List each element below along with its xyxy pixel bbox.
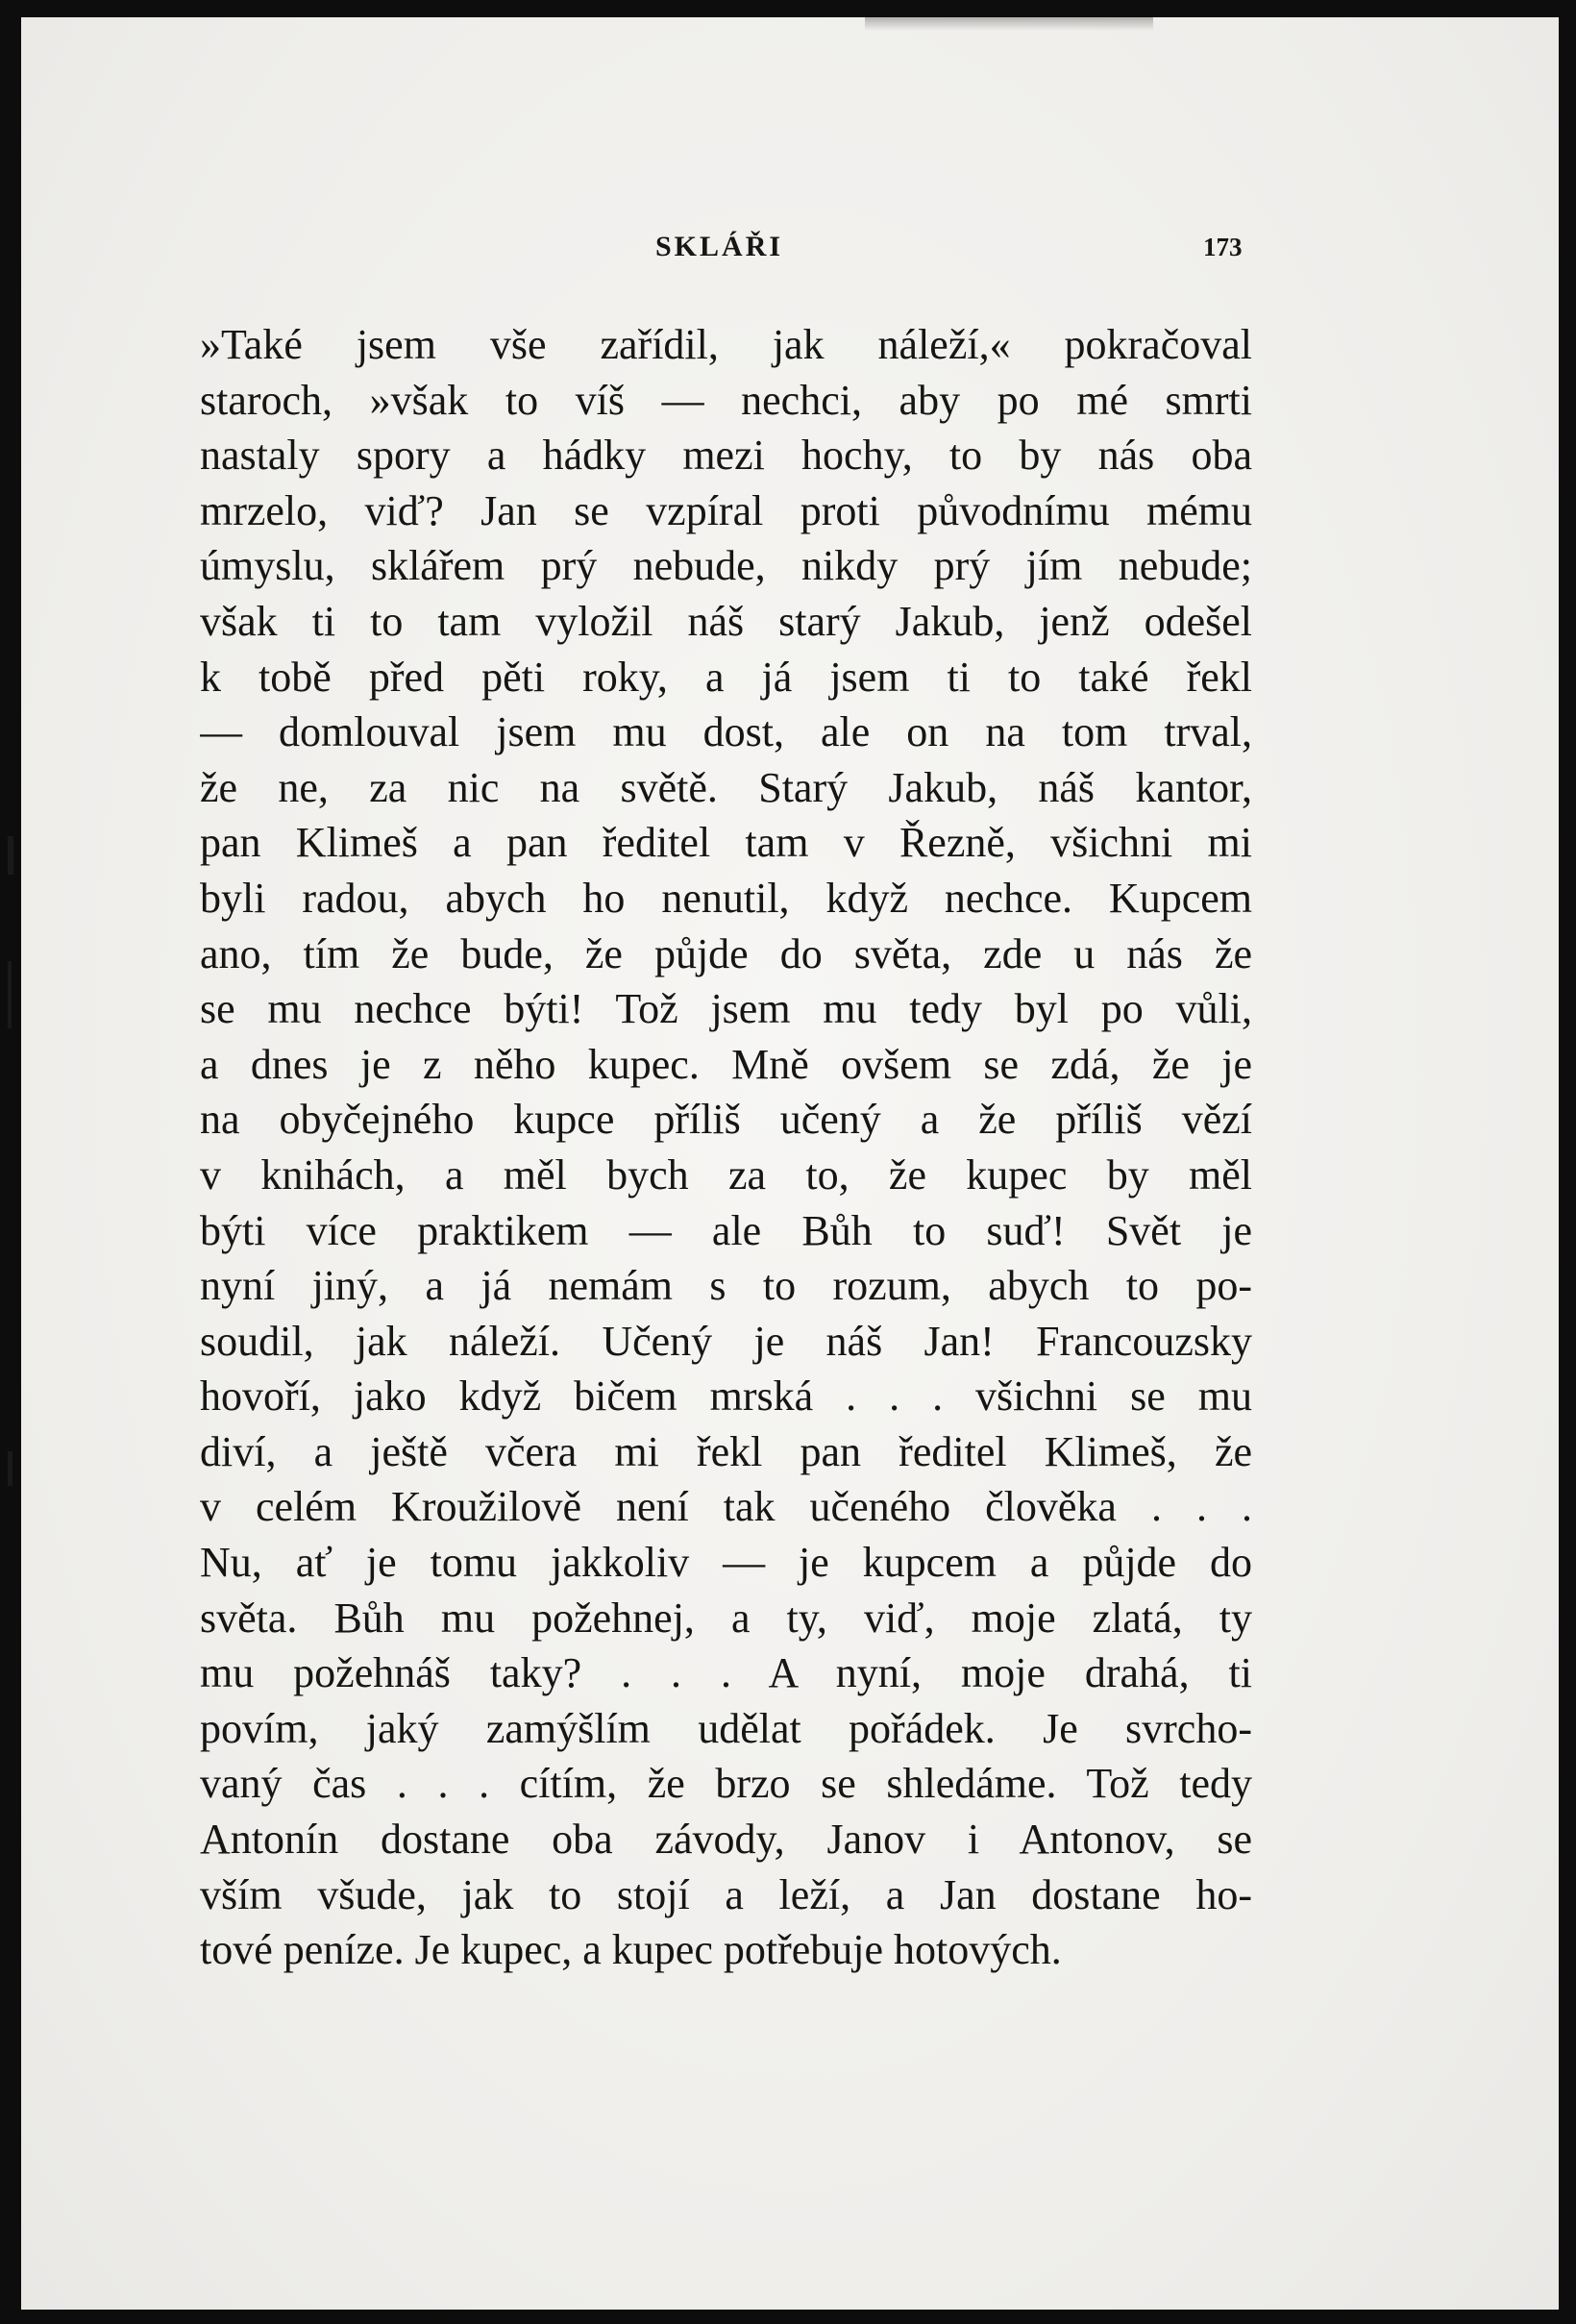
text-line: soudil, jak náleží. Učený je náš Jan! Francouzsky	[200, 1317, 1252, 1365]
text-line: »Také jsem vše zařídil, jak náleží,« pokračoval	[200, 321, 1252, 368]
running-title: SKLÁŘI	[655, 231, 784, 262]
body-text	[200, 317, 1252, 1978]
text-line: se mu nechce býti! Tož jsem mu tedy byl po vůli,	[200, 985, 1252, 1033]
binding-mark	[8, 1451, 12, 1486]
text-line: mrzelo, viď? Jan se vzpíral proti původnímu mému	[200, 486, 1252, 534]
text-line: ano, tím že bude, že půjde do světa, zde u nás že	[200, 929, 1252, 977]
text-line: byli radou, abych ho nenutil, když nechce. Kupcem	[200, 874, 1252, 922]
binding-mark	[8, 961, 12, 1028]
text-line: hovoří, jako když bičem mrská . . . všichni se mu	[200, 1372, 1252, 1421]
text-line: že ne, za nic na světě. Starý Jakub, náš kantor,	[200, 763, 1252, 811]
text-line: k tobě před pěti roky, a já jsem ti to také řekl	[200, 653, 1252, 701]
text-line: povím, jaký zamýšlím udělat pořádek. Je svrcho-	[200, 1704, 1252, 1752]
text-line: úmyslu, sklářem prý nebude, nikdy prý jím nebude;	[200, 542, 1252, 590]
text-line: mu požehnáš taky? . . . A nyní, moje drahá, ti	[200, 1649, 1252, 1697]
text-line: Antonín dostane oba závody, Janov i Antonov, se	[200, 1816, 1252, 1864]
text-line: světa. Bůh mu požehnej, a ty, viď, moje zlatá, ty	[200, 1594, 1252, 1642]
text-line: Nu, ať je tomu jakkoliv — je kupcem a půjde do	[200, 1539, 1252, 1587]
text-line: — domlouval jsem mu dost, ale on na tom trval,	[200, 708, 1252, 756]
binding-mark	[8, 836, 13, 875]
text-line: staroch, »však to víš — nechci, aby po mé smrti	[200, 376, 1252, 424]
text-line: vaný čas . . . cítím, že brzo se shledáme. Tož tedy	[200, 1760, 1252, 1808]
text-line: tové peníze. Je kupec, a kupec potřebuje hotových.	[200, 1926, 1062, 1974]
text-line: diví, a ještě včera mi řekl pan ředitel Klimeš, že	[200, 1427, 1252, 1475]
text-line: nyní jiný, a já nemám s to rozum, abych to po-	[200, 1262, 1252, 1310]
page-number: 173	[1203, 233, 1243, 261]
text-line: vším všude, jak to stojí a leží, a Jan dostane ho-	[200, 1870, 1252, 1918]
text-line: však ti to tam vyložil náš starý Jakub, jenž odešel	[200, 597, 1252, 645]
page-header	[0, 231, 1576, 269]
text-line: v knihách, a měl bych za to, že kupec by měl	[200, 1150, 1252, 1199]
text-line: v celém Kroužilově není tak učeného člověka . . .	[200, 1483, 1252, 1531]
scan-shadow	[865, 17, 1153, 31]
text-line: pan Klimeš a pan ředitel tam v Řezně, všichni mi	[200, 819, 1252, 867]
text-line: nastaly spory a hádky mezi hochy, to by nás oba	[200, 432, 1252, 480]
text-line: býti více praktikem — ale Bůh to suď! Svět je	[200, 1206, 1252, 1254]
text-line: na obyčejného kupce příliš učený a že příliš vězí	[200, 1096, 1252, 1144]
text-line: a dnes je z něho kupec. Mně ovšem se zdá, že je	[200, 1040, 1252, 1088]
